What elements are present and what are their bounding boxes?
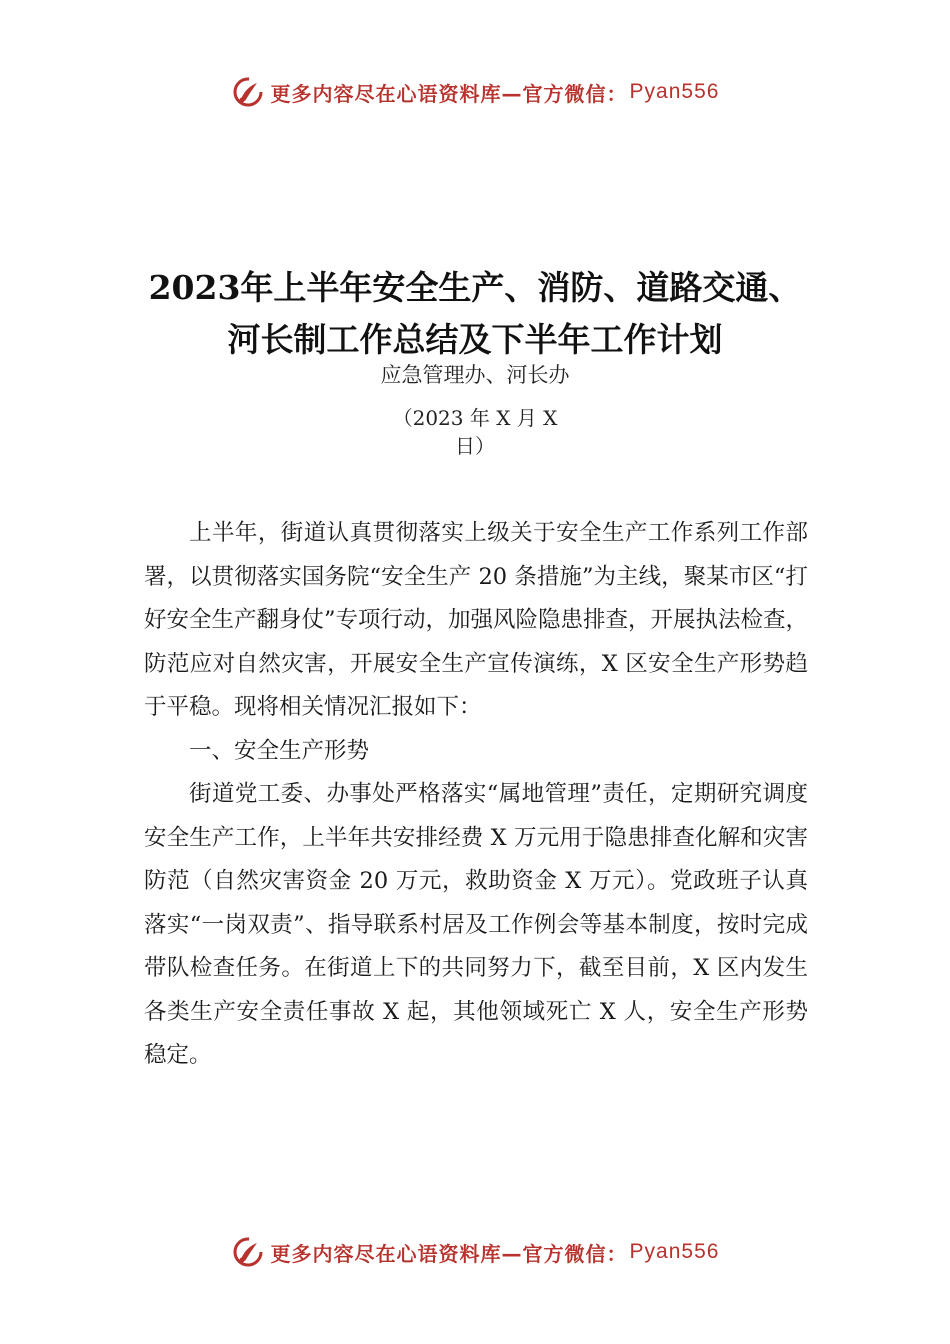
document-date [0,404,950,460]
date-line-1: （2023 年 X 月 X [392,406,558,430]
brush-circle-logo-icon [231,1235,265,1269]
title-line-2: 河长制工作总结及下半年工作计划 [227,320,723,359]
wechat-id: Pyan556 [629,1240,720,1263]
document-body [144,512,808,1078]
top-watermark-banner [0,72,950,112]
title-line-1: 2023年上半年安全生产、消防、道路交通、 [148,268,802,307]
date-line-2: 日） [455,434,495,458]
paragraph-safety-situation: 街道党工委、办事处严格落实“属地管理”责任，定期研究调度安全生产工作，上半年共安排经费 X 万元用于隐患排查化解和灾害防范（自然灾害资金 20 万元，救助资金 X 万元）。党政班子认真落实“一岗双责”、指导联系村居及工作例会等基本制度，按时完成带队检查任务。在街道上下的共同努力下，截至目前，X 区内发生各类生产安全责任事故 X 起，其他领域死亡 X 人，安全生产形势稳定。 [144,781,808,1068]
wechat-id: Pyan556 [629,80,720,103]
section-heading-1: 一、安全生产形势 [189,737,370,764]
issuer: 应急管理办、河长办 [380,363,570,387]
brush-circle-logo-icon [231,75,265,109]
document-title [0,262,950,366]
paragraph-intro: 上半年，街道认真贯彻落实上级关于安全生产工作系列工作部署，以贯彻落实国务院“安全生产 20 条措施”为主线，聚某市区“打好安全生产翻身仗”专项行动，加强风险隐患排查，开展执法检查，防范应对自然灾害，开展安全生产宣传演练，X 区安全生产形势趋于平稳。现将相关情况汇报如下： [144,520,809,720]
bottom-watermark-banner [0,1232,950,1272]
watermark-text: 更多内容尽在心语资料库—官方微信： [270,1241,628,1266]
watermark-text: 更多内容尽在心语资料库—官方微信： [270,81,628,106]
